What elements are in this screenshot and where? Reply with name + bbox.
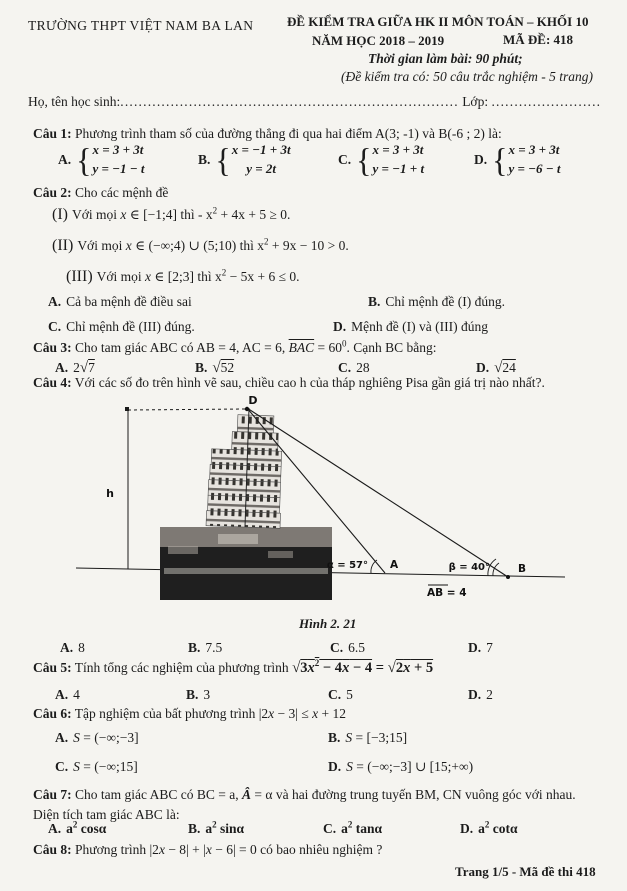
q5-option-a	[55, 687, 80, 703]
pisa-tower-image	[206, 414, 284, 529]
question-text: Cho các mệnh đề	[75, 185, 169, 200]
equation-line: y = −1 + t	[372, 160, 425, 176]
question-label: Câu 1:	[33, 126, 72, 141]
point-b-dot	[506, 575, 510, 579]
statement-3	[66, 268, 300, 286]
q3-option-c	[338, 360, 370, 376]
question-label: Câu 5:	[33, 660, 72, 675]
option-key: D.	[474, 151, 488, 167]
question-text: Cho tam giác ABC có AB = 4, AC = 6, $\overline{BAC} = 60^0$. Cạnh BC bằng:	[75, 338, 437, 355]
option-text: Cả ba mệnh đề điều sai	[66, 294, 192, 309]
option-key: D.	[333, 319, 347, 334]
option-text: Chỉ mệnh đề (III) đúng.	[66, 319, 195, 334]
option-key: A.	[55, 687, 69, 702]
question-text: Với các số đo trên hình vẽ sau, chiều cao h của tháp nghiêng Pisa gần giá trị nào nhất?.	[74, 375, 545, 390]
option-text: √24	[494, 360, 516, 376]
pisa-figure	[68, 396, 580, 612]
question-3	[33, 340, 437, 356]
q4-option-b	[188, 640, 222, 656]
option-key: B.	[188, 640, 201, 655]
option-text: S = (−∞;15]	[73, 759, 138, 774]
q1-option-c	[338, 141, 424, 179]
option-key: C.	[330, 640, 344, 655]
option-key: A.	[48, 294, 62, 309]
q5-option-d	[468, 687, 493, 703]
equation-line: x = 3 + 3t	[92, 142, 144, 157]
question-label: Câu 4:	[33, 375, 72, 390]
option-key: A.	[48, 821, 62, 836]
exam-title: ĐỀ KIỂM TRA GIỮA HK II MÔN TOÁN – KHỐI 10	[287, 14, 589, 29]
option-key: A.	[60, 640, 74, 655]
q4-option-a	[60, 640, 85, 656]
equation-line: y = 2t	[246, 160, 277, 176]
q7-option-c	[323, 821, 382, 837]
option-key: B.	[328, 730, 341, 745]
q6-option-b	[328, 730, 407, 746]
option-key: B.	[188, 821, 201, 836]
brace: {	[356, 140, 372, 179]
statement-tag: (I)	[52, 206, 68, 223]
q2-option-b	[368, 294, 505, 310]
option-text: $a^2$ tanα	[341, 819, 383, 836]
question-label: Câu 8:	[33, 842, 72, 857]
school-name: TRƯỜNG THPT VIỆT NAM BA LAN	[28, 18, 254, 33]
question-label: Câu 7:	[33, 787, 72, 802]
question-text: Phương trình |2x − 8| + |x − 6| = 0 có bao nhiêu nghiệm ?	[75, 842, 383, 857]
ab-distance-label: AB = 4	[427, 587, 467, 599]
q7-option-d	[460, 821, 518, 837]
option-text: 2√7	[73, 360, 95, 376]
question-7	[33, 785, 601, 826]
question-4	[33, 375, 545, 391]
question-label: Câu 2:	[33, 185, 72, 200]
option-text: 5	[346, 687, 353, 702]
option-key: C.	[48, 319, 62, 334]
option-key: D.	[468, 687, 482, 702]
brace: {	[215, 140, 231, 179]
option-text: S = [−3;15]	[345, 730, 408, 745]
statement-2	[52, 237, 349, 255]
option-text: 7	[486, 640, 493, 655]
q4-option-c	[330, 640, 365, 656]
option-text: Mệnh đề (I) và (III) đúng	[351, 319, 488, 334]
q5-option-b	[186, 687, 210, 703]
label-b: B	[518, 563, 527, 575]
option-key: C.	[338, 151, 352, 167]
option-text: 7.5	[205, 640, 223, 655]
statement-tag: (III)	[66, 268, 93, 285]
base-building-image	[160, 527, 332, 600]
option-text: 6.5	[348, 640, 365, 655]
q2-option-c	[48, 319, 195, 335]
option-key: A.	[55, 730, 69, 745]
exam-code: MÃ ĐỀ: 418	[503, 32, 574, 47]
question-text: Tính tổng các nghiệm của phương trình	[74, 660, 289, 675]
student-name-row	[28, 94, 601, 110]
student-name-label: Họ, tên học sinh:	[28, 94, 121, 109]
option-key: B.	[368, 294, 381, 309]
q5-option-c	[328, 687, 353, 703]
statement-text: Với mọi x ∈ [−1;4] thì - $x^2 + 4x + 5 \ge 0$.	[71, 205, 291, 222]
option-key: B.	[186, 687, 199, 702]
brace: {	[76, 140, 92, 179]
option-key: B.	[195, 360, 208, 375]
equation-line: y = −6 − t	[508, 160, 561, 176]
option-text: √52	[212, 360, 235, 376]
equation-line: x = −1 + 3t	[231, 142, 291, 157]
student-name-dots: ..........................................................................	[120, 94, 459, 109]
question-math: $√3x^2 - 4x - 4 = √2x + 5$	[292, 658, 434, 676]
exam-note: (Đề kiểm tra có: 50 câu trắc nghiệm - 5 trang)	[341, 69, 593, 84]
statement-text: Với mọi x ∈ [2;3] thì $x^2 - 5x + 6 \le 0$.	[96, 267, 300, 284]
option-key: D.	[476, 360, 490, 375]
q6-option-a	[55, 730, 139, 746]
label-d: D	[248, 396, 258, 407]
option-key: D.	[460, 821, 474, 836]
point-d	[245, 407, 249, 411]
q7-option-a	[48, 821, 106, 837]
option-text: $a^2$ cotα	[478, 819, 518, 836]
q1-option-a	[58, 141, 145, 179]
question-text: Tập nghiệm của bất phương trình |2x − 3| ≤ x + 12	[74, 706, 347, 721]
question-6	[33, 706, 346, 722]
angle-beta-label: β = 40°	[448, 562, 490, 573]
q1-option-d	[474, 141, 561, 179]
option-text: $a^2$ sinα	[205, 819, 245, 836]
exam-duration: Thời gian làm bài: 90 phút;	[368, 51, 523, 66]
option-key: C.	[338, 360, 352, 375]
statement-1	[52, 206, 290, 224]
question-label: Câu 6:	[33, 706, 72, 721]
q6-option-c	[55, 759, 138, 775]
option-key: A.	[58, 151, 72, 167]
q7-option-b	[188, 821, 244, 837]
option-key: B.	[198, 151, 211, 167]
question-1	[33, 126, 502, 142]
page-footer: Trang 1/5 - Mã đề thi 418	[455, 864, 596, 879]
q1-option-b	[198, 141, 291, 179]
question-text: Phương trình tham số của đường thẳng đi qua hai điểm A(3; -1) và B(-6 ; 2) là:	[75, 126, 502, 141]
option-text: 8	[78, 640, 85, 655]
equation-line: x = 3 + 3t	[508, 142, 560, 157]
figure-caption: Hình 2. 21	[299, 616, 357, 631]
angle-alpha-label: α = 57°	[326, 560, 368, 571]
option-text: 28	[356, 360, 370, 375]
question-5	[33, 660, 433, 677]
q2-option-d	[333, 319, 488, 335]
class-dots: ........................	[491, 94, 602, 109]
q2-option-a	[48, 294, 192, 310]
label-a: A	[390, 559, 399, 571]
option-key: D.	[328, 759, 342, 774]
label-h: h	[106, 487, 114, 500]
dashed-top-line	[128, 409, 245, 410]
q6-option-d	[328, 759, 473, 775]
equation-line: y = −1 − t	[92, 160, 145, 176]
option-key: D.	[468, 640, 482, 655]
option-text: $a^2$ cosα	[66, 819, 107, 836]
brace: {	[492, 140, 508, 179]
question-2	[33, 185, 168, 201]
statement-text: Với mọi x ∈ (−∞;4) ∪ (5;10) thì $x^2 + 9x - 10 > 0$.	[77, 236, 349, 253]
option-text: 4	[73, 687, 80, 702]
option-text: Chỉ mệnh đề (I) đúng.	[385, 294, 505, 309]
exam-year: NĂM HỌC 2018 – 2019	[312, 33, 445, 48]
option-text: S = (−∞;−3]	[73, 730, 139, 745]
equation-line: x = 3 + 3t	[372, 142, 424, 157]
option-key: C.	[328, 687, 342, 702]
option-text: S = (−∞;−3] ∪ [15;+∞)	[346, 759, 474, 774]
option-text: 2	[486, 687, 493, 702]
question-label: Câu 3:	[33, 340, 72, 355]
option-key: C.	[55, 759, 69, 774]
question-text: Cho tam giác ABC có BC = a, Â = α và hai đường trung tuyến BM, CN vuông góc với nhau. Diện tích tam giác ABC là:	[33, 787, 576, 823]
option-key: A.	[55, 360, 69, 375]
class-label: Lớp:	[462, 94, 489, 109]
option-key: C.	[323, 821, 337, 836]
statement-tag: (II)	[52, 237, 74, 254]
option-text: 3	[203, 687, 211, 702]
q4-option-d	[468, 640, 493, 656]
question-8	[33, 842, 382, 858]
